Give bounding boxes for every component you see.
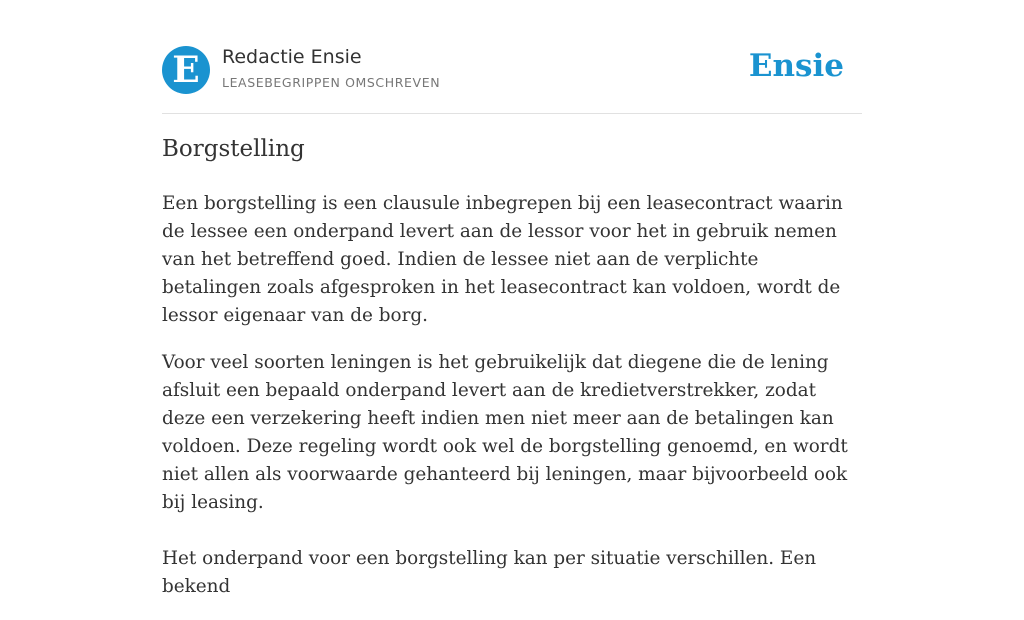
article-paragraph-3: Het onderpand voor een borgstelling kan per situatie verschillen. Een bekend xyxy=(162,548,817,597)
brand-logo[interactable]: Ensie xyxy=(748,48,844,84)
article-header xyxy=(162,46,862,96)
author-name[interactable]: Redactie Ensie xyxy=(222,46,362,68)
ensie-logo-avatar[interactable] xyxy=(162,46,210,94)
article-paragraph-1: Een borgstelling is een clausule inbegrepen bij een leasecontract waarin de lessee een onderpand levert aan de lessor voor het in gebruik nemen van het betreffend goed. Indien de lessee niet aan de verplichte betalingen zoals afgesproken in het leasecontract kan voldoen, wordt de lessor eigenaar van de borg. xyxy=(162,193,843,326)
article-body xyxy=(162,190,862,620)
category-subtitle[interactable]: LEASEBEGRIPPEN OMSCHREVEN xyxy=(222,75,441,90)
article-paragraph-2: Voor veel soorten leningen is het gebruikelijk dat diegene die de lening afsluit een bepaald onderpand levert aan de kredietverstrekker, zodat deze een verzekering heeft indien men niet meer aan de betalingen kan voldoen. Deze regeling wordt ook wel de borgstelling genoemd, en wordt niet allen als voorwaarde gehanteerd bij leningen, maar bijvoorbeeld ook bij leasing. xyxy=(162,352,848,513)
avatar-letter: E xyxy=(172,49,200,91)
header-divider xyxy=(162,113,862,114)
article-title: Borgstelling xyxy=(162,136,305,162)
